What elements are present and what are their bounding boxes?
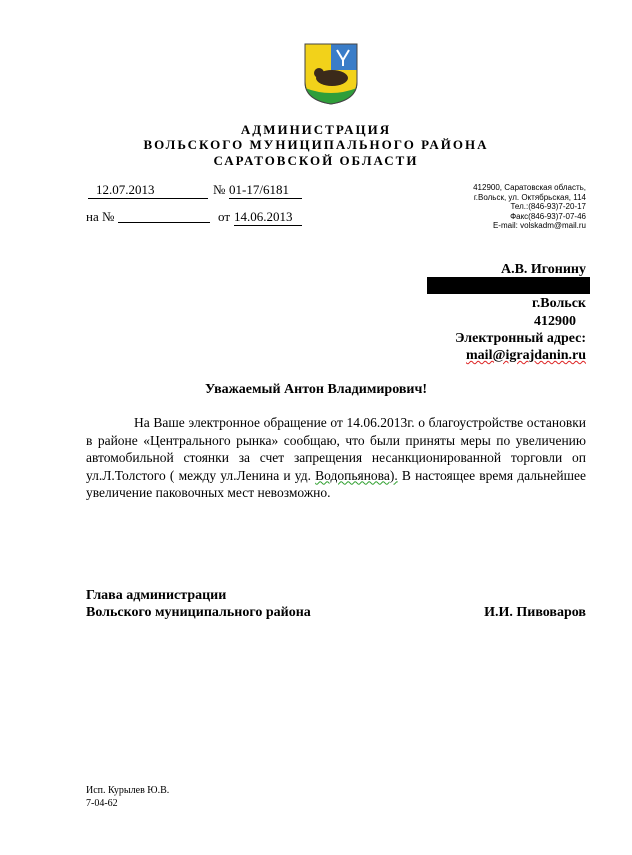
recipient-email (466, 348, 586, 364)
body-text-3: В настоящее время дальнейшее увеличение паковочных мест невозможно. (86, 467, 586, 500)
incoming-number-prefix: на № (86, 209, 115, 224)
administration-address (386, 183, 586, 231)
address-line: Факс(846-93)7-07-46 (510, 211, 586, 221)
incoming-from-prefix: от (218, 209, 231, 224)
salutation: Уважаемый Антон Владимирович! (204, 382, 428, 397)
recipient-email-text: mail@igrajdanin.ru (466, 348, 586, 363)
recipient-name: А.В. Игонину (500, 262, 586, 277)
incoming-number-blank (118, 222, 210, 223)
executor-phone: 7-04-62 (86, 798, 118, 809)
outgoing-date: 12.07.2013 (88, 182, 208, 199)
signature-title-2: Вольского муниципального района (86, 605, 311, 620)
recipient-city: г.Вольск (532, 296, 586, 311)
outgoing-number: 01-17/6181 (229, 182, 302, 199)
executor: Исп. Курылев Ю.В. (86, 785, 170, 796)
body-text-1: На Ваше электронное обращение от 14.06.2013г. о благоустройстве остановки в районе «Центрального рынка» сообщаю, что были приняты меры по увеличению автомобильной стоянки за счет запрещения несанкционированной торговли оп ул.Л.Толстого ( между ул.Ленина и уд. (86, 415, 586, 483)
address-line: E-mail: volskadm@mail.ru (492, 221, 586, 231)
outgoing-number-prefix: № (213, 182, 226, 197)
address-line: 412900, Саратовская область, (473, 183, 586, 192)
redacted-block (427, 277, 590, 294)
address-line: Тел.:(846-93)7-20-17 (510, 202, 586, 212)
address-line: г.Вольск, ул. Октябрьская, 114 (473, 192, 586, 202)
incoming-date: 14.06.2013 (234, 209, 302, 226)
body-text-2: Водопьянова). (315, 467, 398, 483)
header-line-3: САРАТОВСКОЙ ОБЛАСТИ (213, 153, 419, 168)
recipient-zip: 412900 (534, 314, 576, 329)
header-line-1: АДМИНИСТРАЦИЯ (240, 122, 392, 137)
signature-name: И.И. Пивоваров (484, 605, 586, 620)
recipient-email-label: Электронный адрес: (454, 331, 586, 346)
body-paragraph (86, 414, 586, 502)
signature-title-1: Глава администрации (86, 588, 227, 603)
header-line-2: ВОЛЬСКОГО МУНИЦИПАЛЬНОГО РАЙОНА (143, 137, 489, 152)
letter-body (86, 414, 586, 502)
coat-of-arms-emblem (303, 42, 359, 106)
